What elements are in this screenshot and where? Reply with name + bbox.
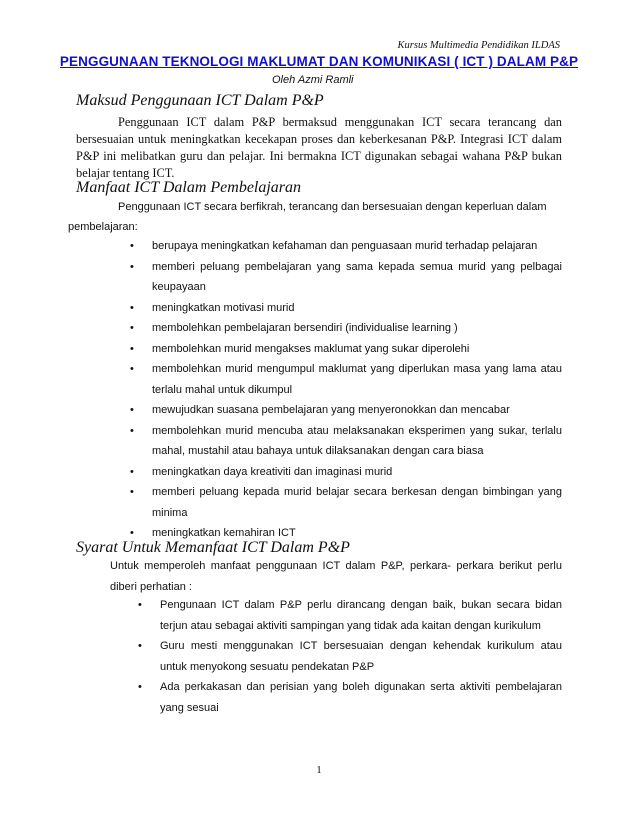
list-item-text: meningkatkan daya kreativiti dan imaginasi murid [152, 465, 393, 478]
bullet-icon: • [130, 486, 134, 498]
requirement-list [138, 595, 562, 718]
list-item-text: membolehkan murid mengumpul maklumat yang diperlukan masa yang lama atau terlalu mahal untuk dikumpul [152, 363, 562, 396]
list-item-text: meningkatkan kemahiran ICT [152, 527, 296, 539]
section-heading-manfaat: Manfaat ICT Dalam Pembelajaran [76, 179, 302, 196]
list-item-text: Guru mesti menggunakan ICT bersesuaian dengan kehendak kurikulum atau untuk menyokong sesuatu pendekatan P&P [160, 640, 562, 673]
list-item [130, 482, 562, 523]
author-line: Oleh Azmi Ramli [272, 74, 354, 86]
section-heading-syarat: Syarat Untuk Memanfaat ICT Dalam P&P [76, 539, 350, 556]
benefit-list [130, 236, 562, 544]
bullet-icon: • [130, 527, 134, 539]
bullet-icon: • [130, 322, 134, 334]
list-item-text: membolehkan murid mengakses maklumat yang sukar diperolehi [152, 342, 470, 355]
bullet-icon: • [130, 424, 134, 437]
list-item [130, 462, 562, 483]
bullet-icon: • [130, 465, 134, 478]
list-item [130, 421, 562, 462]
list-item-text: meningkatkan motivasi murid [152, 301, 295, 314]
bullet-icon: • [130, 260, 134, 273]
bullet-icon: • [138, 640, 142, 652]
bullet-icon: • [138, 681, 142, 693]
list-item [130, 400, 562, 421]
list-item [130, 298, 562, 319]
list-item-text: memberi peluang pembelajaran yang sama kepada semua murid yang pelbagai keupayaan [152, 260, 562, 293]
page-number: 1 [316, 764, 322, 776]
section-intro-manfaat-line1: Penggunaan ICT secara berfikrah, terancang dan bersesuaian dengan keperluan dalam [118, 201, 547, 213]
list-item-text: Pengunaan ICT dalam P&P perlu dirancang dengan baik, bukan secara bidan terjun atau sebagai aktiviti sampingan yang tidak ada kaitan dengan kurikulum [160, 599, 562, 632]
bullet-icon: • [130, 342, 134, 355]
bullet-icon: • [130, 240, 134, 252]
list-item [130, 318, 562, 339]
list-item [138, 636, 562, 677]
section-heading-maksud: Maksud Penggunaan ICT Dalam P&P [76, 92, 324, 109]
section-body-maksud-text: Penggunaan ICT dalam P&P bermaksud menggunakan ICT secara terancang dan bersesuaian untuk meningkatkan kecekapan proses dan keberkesanan P&P. Integrasi ICT dalam P&P ini melibatkan guru dan pelajar. Ini bermakna ICT digunakan sebagai wahana P&P bukan belajar tentang ICT. [76, 115, 562, 180]
list-item [138, 595, 562, 636]
section-intro-manfaat [76, 197, 562, 218]
document-title: PENGGUNAAN TEKNOLOGI MAKLUMAT DAN KOMUNIKASI ( ICT ) DALAM P&P [59, 54, 579, 69]
bullet-icon: • [138, 599, 142, 611]
list-item-text: mewujudkan suasana pembelajaran yang menyeronokkan dan mencabar [152, 404, 510, 416]
bullet-icon: • [130, 404, 134, 416]
list-item-text: memberi peluang kepada murid belajar secara berkesan dengan bimbingan yang minima [152, 486, 562, 519]
bullet-icon: • [130, 301, 134, 314]
list-item [130, 257, 562, 298]
list-item [138, 677, 562, 718]
list-item-text: Ada perkakasan dan perisian yang boleh digunakan serta aktiviti pembelajaran yang sesuai [160, 681, 562, 714]
bullet-icon: • [130, 363, 134, 375]
list-item-text: berupaya meningkatkan kefahaman dan penguasaan murid terhadap pelajaran [152, 240, 538, 252]
section-body-maksud [76, 114, 562, 182]
section-intro-manfaat-cont: pembelajaran: [68, 221, 138, 233]
list-item-text: membolehkan pembelajaran bersendiri (individualise learning ) [152, 322, 458, 334]
list-item [130, 236, 562, 257]
section-intro-syarat: Untuk memperoleh manfaat penggunaan ICT dalam P&P, perkara- perkara berikut perlu diberi perhatian : [110, 560, 562, 593]
list-item-text: membolehkan murid mencuba atau melaksanakan eksperimen yang sukar, terlalu mahal, mustahil atau bahaya untuk dilaksanakan dengan cara biasa [152, 424, 562, 457]
course-header: Kursus Multimedia Pendidikan ILDAS [397, 40, 560, 51]
list-item [130, 339, 562, 360]
list-item [130, 359, 562, 400]
